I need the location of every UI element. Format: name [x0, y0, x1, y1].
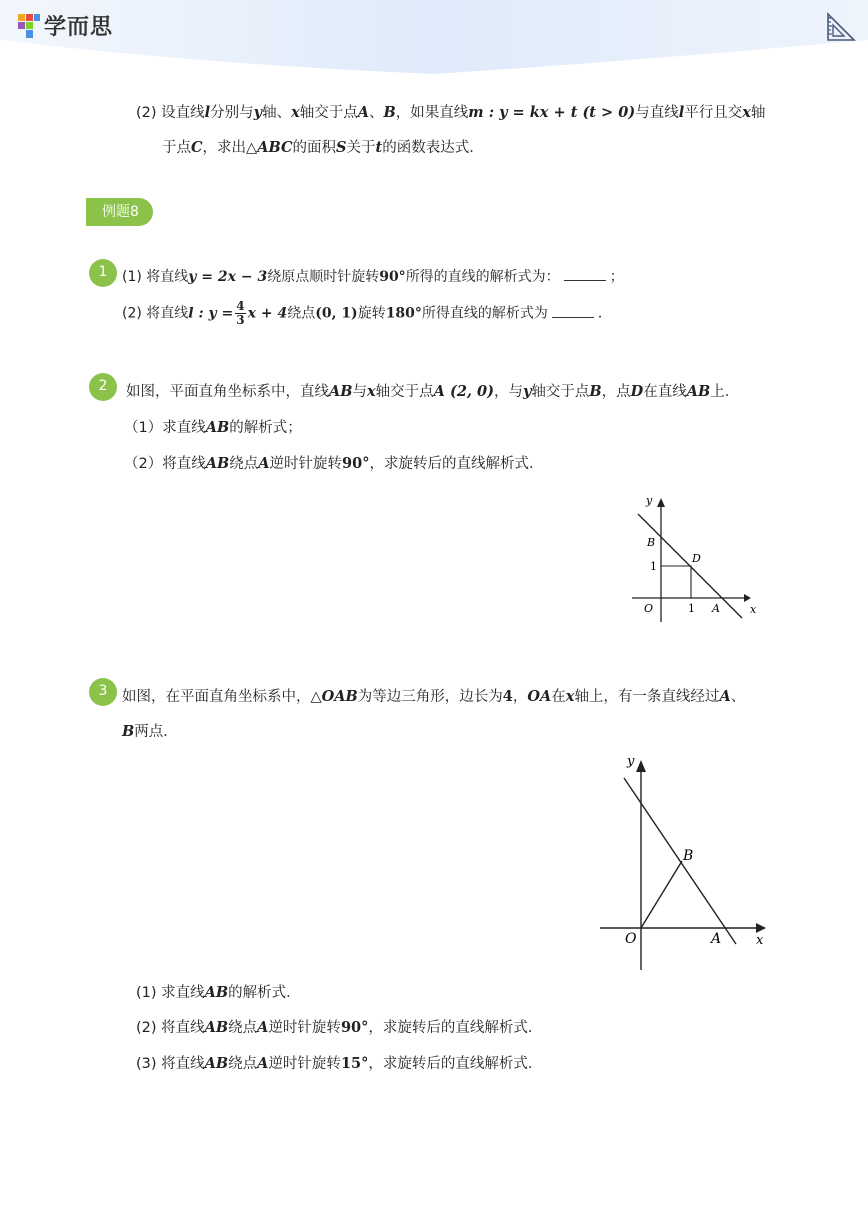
question-number-badge: 2 [89, 373, 117, 401]
math-AB: AB [205, 455, 230, 472]
q3-part-1 [136, 983, 301, 1003]
math-x: x [565, 688, 575, 705]
math-OAB: OAB [321, 688, 358, 705]
text: 的解析式． [228, 985, 301, 1001]
point-A-label: A [712, 602, 720, 615]
math-equation: x + 4 [247, 305, 288, 322]
math-B: B [589, 383, 602, 400]
text: 如图，平面直角坐标系中，直线 [126, 384, 329, 400]
x-tick-label: 1 [688, 602, 695, 615]
point-D-label: D [692, 552, 701, 565]
text: （2）将直线 [124, 456, 206, 472]
question-number-badge: 3 [89, 678, 117, 706]
q3-part-2 [136, 1018, 542, 1038]
text: 的解析式； [229, 420, 302, 436]
y-axis-label: y [627, 754, 635, 769]
text: (2) 设直线 [136, 105, 205, 121]
math-degree: 90° [379, 269, 406, 285]
text: 、 [730, 689, 746, 705]
brand-logo [18, 10, 113, 41]
math-B: B [122, 723, 135, 740]
text: 两点． [134, 724, 178, 740]
q2-coordinate-figure [624, 492, 764, 628]
text: (3) 将直线 [136, 1056, 205, 1072]
math-C: C [191, 139, 203, 156]
text: ． [597, 305, 612, 322]
q2-part-2 [124, 454, 543, 474]
answer-blank [552, 305, 594, 318]
logo-mark-icon [18, 14, 40, 38]
text: 绕点 [228, 1056, 258, 1072]
text: 在直线 [643, 384, 687, 400]
math-l: l [204, 104, 211, 121]
text: ，与 [493, 384, 523, 400]
point-B-label: B [647, 536, 656, 549]
text: ，求旋转后的直线解析式． [368, 1056, 543, 1072]
text: (1) 求直线 [136, 985, 205, 1001]
math-A: A [257, 1055, 269, 1072]
q3-statement-line-1 [122, 687, 745, 707]
text: ，如果直线 [395, 105, 469, 121]
text: 轴交于点 [375, 384, 434, 400]
text: (2) 将直线 [136, 1020, 205, 1036]
header-wave [0, 0, 868, 80]
math-A: A [357, 104, 370, 121]
math-A: A [258, 455, 270, 472]
math-line-m: m : y = kx + t (t > 0) [468, 104, 636, 121]
text: 逆时针旋转 [268, 1020, 341, 1036]
q2-part-1 [124, 418, 302, 438]
segment-OB [641, 861, 682, 928]
text: 逆时针旋转 [268, 1056, 341, 1072]
point-D-guides [661, 566, 691, 598]
text: 与 [352, 384, 368, 400]
text: 平行且交 [684, 105, 743, 121]
text: ，求旋转后的直线解析式． [369, 456, 544, 472]
logo-text: 学而思 [44, 15, 114, 40]
text: ； [609, 269, 624, 285]
text: 在 [551, 689, 566, 705]
ruler-triangle-icon [826, 12, 856, 42]
math-point: (0, 1) [315, 305, 358, 322]
math-A: A [257, 1019, 269, 1036]
page-header [0, 0, 868, 80]
text: ，点 [601, 384, 631, 400]
x-axis-label: x [756, 933, 764, 948]
math-AB: AB [204, 1055, 229, 1072]
point-A-label: A [711, 931, 722, 947]
math-OA: OA [527, 688, 552, 705]
text: 、 [369, 105, 384, 121]
math-S: S [336, 139, 347, 156]
math-y: y [253, 104, 263, 121]
text: 轴、 [262, 105, 292, 121]
x-axis-arrow-icon [744, 594, 751, 602]
q2-statement [126, 382, 739, 402]
math-x: x [742, 104, 751, 121]
text: ，求旋转后的直线解析式． [368, 1020, 543, 1036]
math-AB: AB [204, 984, 229, 1001]
example-tag: 例题8 [86, 198, 153, 226]
math-AB: AB [205, 419, 230, 436]
math-x: x [291, 104, 300, 121]
math-degree: 90° [340, 1019, 369, 1036]
q1-part-2 [122, 300, 612, 327]
math-x: x [367, 383, 376, 400]
text: 轴交于点 [531, 384, 590, 400]
text: 如图，在平面直角坐标系中，△ [122, 689, 322, 705]
q3-coordinate-figure [594, 748, 774, 972]
text: 于点 [162, 140, 191, 156]
q3-part-3 [136, 1054, 542, 1074]
prev-question-line-2 [162, 138, 484, 158]
text: 绕点 [287, 305, 316, 322]
y-axis-arrow-icon [636, 760, 646, 772]
math-y: y [522, 383, 532, 400]
math-equation: y = 2x − 3 [188, 269, 268, 285]
text: 所得直线的解析式为 [421, 305, 548, 322]
text: 为等边三角形，边长为 [357, 689, 503, 705]
math-AB: AB [329, 383, 353, 400]
text: (1) 将直线 [122, 269, 189, 285]
text: 绕点 [229, 456, 259, 472]
text: 与直线 [635, 105, 679, 121]
x-axis-arrow-icon [756, 923, 766, 933]
text: 旋转 [357, 305, 386, 322]
origin-label: O [625, 931, 637, 947]
math-degree: 90° [342, 455, 370, 472]
math-B: B [383, 104, 396, 121]
math-degree: 15° [340, 1055, 369, 1072]
y-axis-arrow-icon [657, 498, 665, 507]
math-AB: AB [204, 1019, 229, 1036]
math-ABC: ABC [257, 139, 293, 156]
text: 关于 [346, 140, 376, 156]
fraction [235, 300, 245, 327]
text: 轴上，有一条直线经过 [574, 689, 720, 705]
point-B-label: B [683, 848, 694, 864]
text: ， [512, 689, 528, 705]
text: 的函数表达式． [382, 140, 484, 156]
math-line-l: l : y = [188, 305, 234, 322]
y-axis-label: y [646, 494, 653, 507]
x-axis-label: x [750, 603, 757, 616]
fraction-denominator: 3 [236, 313, 245, 327]
text: (2) 将直线 [122, 305, 189, 322]
fraction-numerator: 4 [236, 299, 245, 313]
text: （1）求直线 [124, 420, 206, 436]
answer-blank [564, 268, 606, 281]
math-D: D [630, 383, 644, 400]
math-AB: AB [686, 383, 711, 400]
text: 轴 [750, 105, 766, 121]
text: 绕点 [228, 1020, 258, 1036]
text: 逆时针旋转 [269, 456, 343, 472]
text: 分别与 [210, 105, 254, 121]
math-degree: 180° [385, 305, 422, 322]
text: 所得的直线的解析式为： [405, 269, 560, 285]
text: 上． [710, 384, 740, 400]
math-A: A [719, 688, 731, 705]
q1-part-1 [122, 267, 624, 287]
origin-label: O [644, 602, 654, 615]
question-number-badge: 1 [89, 259, 117, 287]
text: 的面积 [292, 140, 337, 156]
math-4: 4 [502, 688, 513, 705]
text: 绕原点顺时针旋转 [267, 269, 380, 285]
q3-statement-line-2 [122, 722, 178, 742]
y-tick-label: 1 [650, 560, 657, 573]
math-point-A: A (2, 0) [433, 383, 494, 400]
prev-question-line-1 [136, 103, 765, 123]
math-l: l [678, 104, 685, 121]
math-t: t [375, 139, 383, 156]
text: ，求出△ [202, 140, 258, 156]
text: 轴交于点 [299, 105, 358, 121]
